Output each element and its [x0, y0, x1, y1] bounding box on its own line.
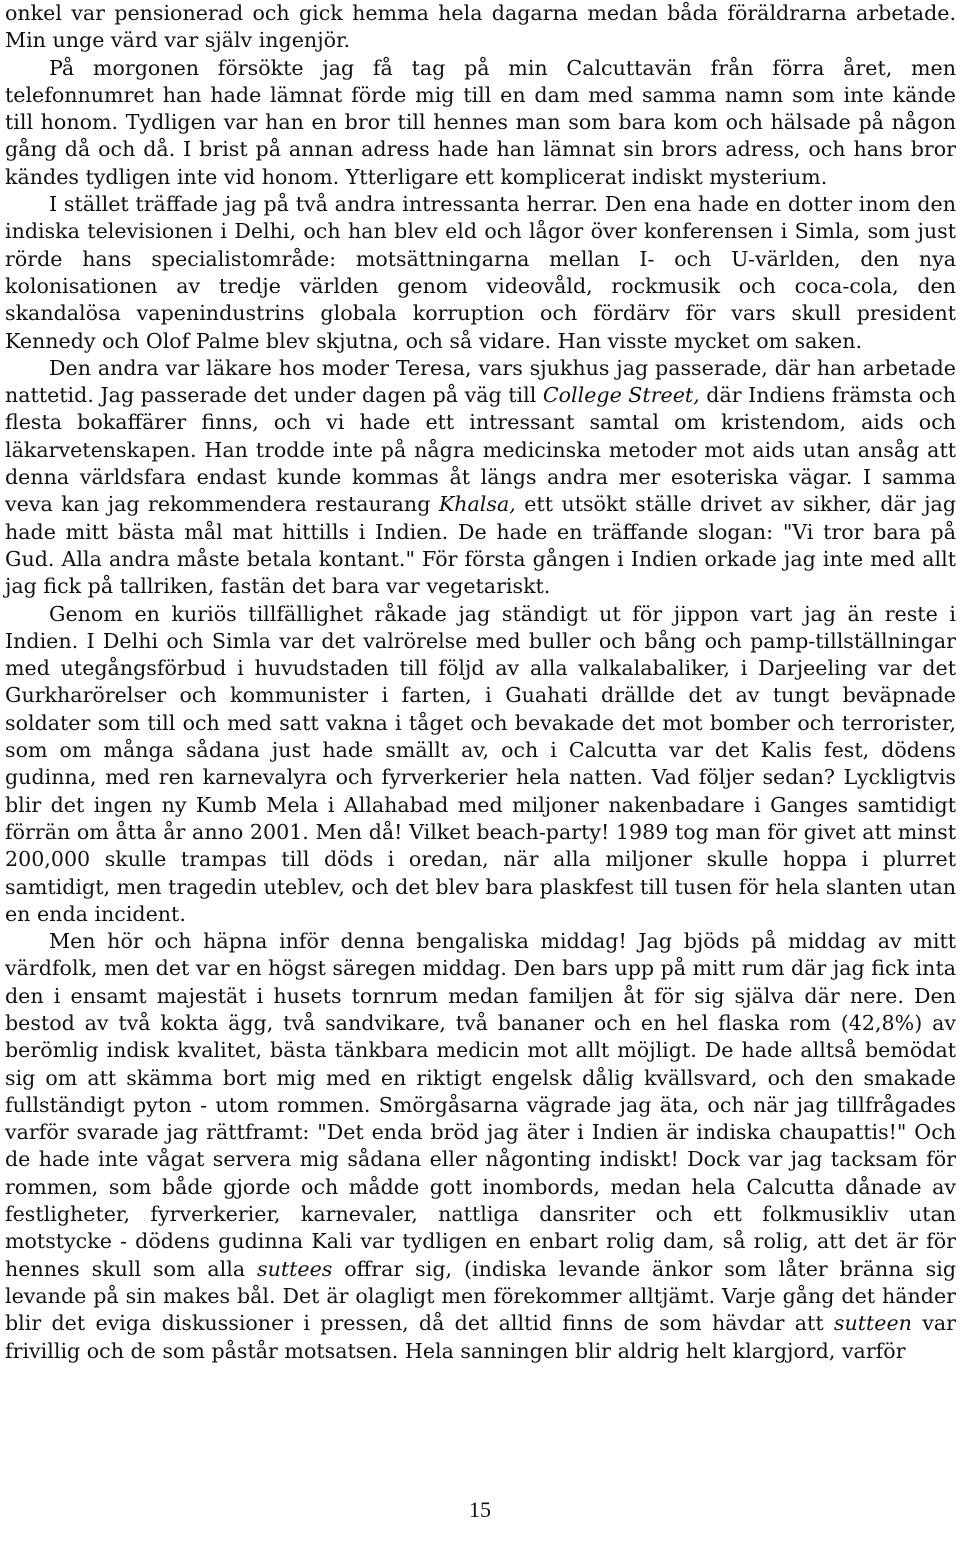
paragraph-5-segment-1: Genom en kuriös tillfällighet råkade jag ständigt ut för jippon vart jag än reste i Indien. I Delhi och Simla var det valrörelse med buller och bång och pamp-tillställningar med utegångsförbud i huvudstaden till följd av alla valkalabaliker, i Darjeeling var det Gurkharörelser och kommunister i farten, i Guahati drällde det av tungt beväpnade soldater som till och med satt vakna i tåget och bevakade det mot bomber och terrorister, som om många sådana just hade smällt av, och i Calcutta var det Kalis fest, dödens gudinna, med ren karnevalyra och fyrverkerier hela natten. Vad följer sedan? Lyckligtvis blir det ingen ny Kumb Mela i Allahabad med miljoner nakenbadare i Ganges samtidigt förrän om åtta år anno 2001. Men då! Vilket beach-party! 1989 tog man för givet att minst 200,000 skulle trampas till döds i oredan, när alla miljoner skulle hoppa i plurret samtidigt, men tragedin uteblev, och det blev bara plaskfest till tusen för hela slanten utan en enda incident.	[5, 601, 956, 926]
paragraph-3-segment-1: I stället träffade jag på två andra intressanta herrar. Den ena hade en dotter inom den indiska televisionen i Delhi, och han blev eld och lågor över konferensen i Simla, som just rörde hans specialistområde: motsättningarna mellan I- och U-världen, den nya kolonisationen av tredje världen genom videovåld, rockmusik och coca-cola, den skandalösa vapenindustrins globala korruption och fördärv för vars skull president Kennedy och Olof Palme blev skjutna, och så vidare. Han visste mycket om saken.	[5, 192, 956, 353]
paragraph-4-italic-college-street: College Street,	[542, 383, 700, 408]
paragraph-6	[5, 928, 956, 1365]
paragraph-2	[5, 55, 956, 191]
paragraph-4-segment-3: där Indiens främsta och flesta bokaffärer finns, och vi hade ett intressant samtal om kristendom, aids och läkarvetenskapen. Han trodde inte på några medicinska metoder mot aids utan ansåg att denna världsfara endast kunde kommas åt längs andra mer esoteriska vägar. I samma veva kan jag rekommendera restaurang	[5, 383, 957, 517]
paragraph-5	[5, 601, 956, 929]
paragraph-4-segment-1: Den andra var läkare hos moder Teresa, vars sjukhus jag passerade, där han arbetade nattetid. Jag passerade det under dagen på väg till	[5, 355, 956, 408]
paragraph-1-segment-1: onkel var pensionerad och gick hemma hela dagarna medan båda föräldrarna arbetade. Min unge värd var själv ingenjör.	[5, 1, 956, 53]
paragraph-6-segment-5: var frivillig och de som påstår motsatsen. Hela sanningen blir aldrig helt klargjord, varför	[5, 1311, 956, 1363]
paragraph-4	[5, 355, 956, 601]
page-number: 15	[469, 1497, 491, 1522]
paragraph-4-italic-khalsa: Khalsa,	[438, 492, 516, 517]
paragraph-2-segment-1: På morgonen försökte jag få tag på min Calcuttavän från förra året, men telefonnumret han hade lämnat förde mig till en dam med samma namn som inte kände till honom. Tydligen var han en bror till hennes man som bara kom och hälsade på någon gång då och då. I brist på annan adress hade han lämnat sin brors adress, och hans bror kändes tydligen inte vid honom. Ytterligare ett komplicerat indiskt mysterium.	[5, 55, 956, 189]
paragraph-6-italic-sutteen: sutteen	[833, 1311, 912, 1336]
paragraph-6-italic-suttees: suttees	[257, 1256, 333, 1281]
paragraph-3	[5, 191, 956, 355]
paragraph-6-segment-3: offrar sig, (indiska levande änkor som låter bränna sig levande på sin makes bål. Det är olagligt men förekommer alltjämt. Varje gång det händer blir det eviga diskussioner i pressen, då det alltid finns de som hävdar att	[5, 1256, 957, 1336]
paragraph-4-segment-5: ett utsökt ställe drivet av sikher, där jag hade mitt bästa mål mat hittills i Indien. De hade en träffande slogan: "Vi tror bara på Gud. Alla andra måste betala kontant." För första gången i Indien orkade jag inte med allt jag fick på tallriken, fastän det bara var vegetariskt.	[5, 492, 956, 599]
page-body	[5, 0, 956, 1365]
paragraph-1	[5, 0, 956, 55]
paragraph-6-segment-1: Men hör och häpna inför denna bengaliska middag! Jag bjöds på middag av mitt värdfolk, men det var en högst säregen middag. Den bars upp på mitt rum där jag fick inta den i ensamt majestät i husets tornrum medan familjen åt för sig själva där nere. Den bestod av två kokta ägg, två sandvikare, två bananer och en hel flaska rom (42,8%) av berömlig indisk kvalitet, bästa tänkbara medicin mot allt möjligt. De hade alltså bemödat sig om att skämma bort mig med en riktigt engelsk dålig kvällsvard, och den smakade fullständigt pyton - utom rommen. Smörgåsarna vägrade jag äta, och när jag tillfrågades varför svarade jag rättframt: "Det enda bröd jag äter i Indien är indiska chaupattis!" Och de hade inte vågat servera mig sådana eller någonting indiskt! Dock var jag tacksam för rommen, som både gjorde och mådde gott inombords, medan hela Calcutta dånade av festligheter, fyrverkerier, karnevaler, nattliga dansriter och ett folkmusikliv utan motstycke - dödens gudinna Kali var tydligen en enbart rolig dam, så rolig, att det är för hennes skull som alla	[5, 929, 956, 1281]
